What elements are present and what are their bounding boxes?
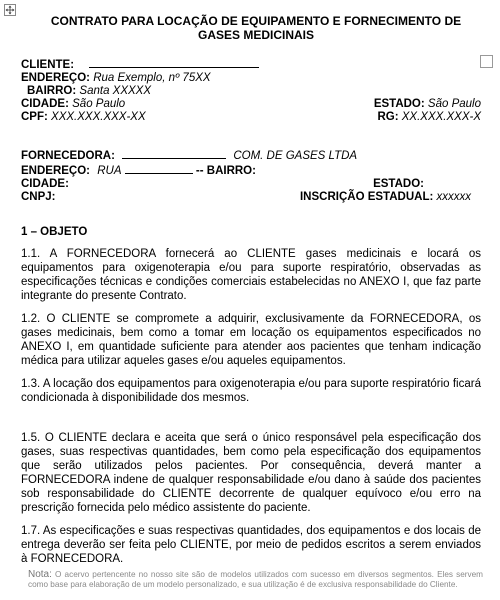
client-city-label: CIDADE: [21, 98, 69, 110]
supplier-city-row [21, 178, 481, 191]
client-city-value: São Paulo [72, 98, 126, 110]
paragraph-1-7: 1.7. As especificações e suas respectivas quantidades, dos equipamentos e dos locais de entrega deverão ser feita pelo CLIENTE, por meio de pedidos escritos a serem enviados à FORNECEDORA. [21, 525, 481, 565]
supplier-ie-value: xxxxxx [436, 191, 471, 203]
client-address-value: Rua Exemplo, nº 75XX [93, 72, 211, 84]
supplier-info-block [21, 148, 481, 204]
section-title-objeto: 1 – OBJETO [21, 226, 88, 238]
title-line-2: GASES MEDICINAIS [197, 28, 314, 42]
table-move-handle[interactable] [4, 4, 16, 16]
paragraph-1-5: 1.5. O CLIENTE declara e aceita que será o único responsável pela especificação dos gases, suas respectivas quantidades, bem como pela especificação dos equipamentos que serão utilizados pelos pacientes. Por consequência, deverá manter a FORNECEDORA indene de qualquer responsabilidade e/ou dano à saúde dos pacientes sob responsabilidade do CLIENTE decorrente de qualquer equívoco e/ou erro na prescrição fornecida pelo médico assistente do paciente. [21, 432, 481, 514]
supplier-id-row [21, 191, 481, 204]
client-rg-label: RG: [377, 111, 399, 123]
move-arrows-icon [5, 5, 15, 15]
supplier-address-blank-line [125, 163, 193, 174]
paragraph-1-2: 1.2. O CLIENTE se compromete a adquirir, exclusivamente da FORNECEDORA, os gases medicinais, bem como a tomar em locação os equipamentos especificados no ANEXO I, em quantidade suficiente para atender aos pacientes que tenham indicação médica para utilizar aqueles gases e/ou aqueles equipamentos. [21, 313, 481, 367]
client-address-label: ENDEREÇO: [21, 72, 91, 84]
supplier-cnpj-label: CNPJ: [21, 191, 56, 203]
client-rg-value: XX.XXX.XXX-X [401, 111, 481, 123]
supplier-label: FORNECEDORA: [21, 150, 115, 162]
supplier-row [21, 148, 481, 163]
disclaimer-note [28, 570, 483, 590]
resize-handle[interactable] [480, 55, 493, 68]
document-body [21, 14, 481, 575]
client-blank-line [89, 57, 259, 68]
client-address-row [21, 72, 481, 85]
client-city-row [21, 98, 481, 111]
supplier-address-value: RUA [97, 165, 122, 177]
supplier-state-label: ESTADO: [373, 178, 424, 190]
client-neighborhood-label: BAIRRO: [27, 85, 77, 97]
supplier-name-value: COM. DE GASES LTDA [233, 150, 358, 162]
client-id-row [21, 111, 481, 124]
supplier-blank-line [122, 148, 226, 159]
supplier-address-row [21, 163, 481, 178]
supplier-address-label: ENDEREÇO: [21, 165, 91, 177]
paragraph-1-3: 1.3. A locação dos equipamentos para oxigenoterapia e/ou para suporte respiratório ficará condicionada à disponibilidade dos mesmos. [21, 378, 481, 404]
client-neighborhood-row [21, 85, 481, 98]
client-row [21, 57, 481, 72]
paragraph-1-1: 1.1. A FORNECEDORA fornecerá ao CLIENTE gases medicinais e locará os equipamentos para oxigenoterapia e/ou para suporte respiratório, observadas as especificações técnicas e condições comerciais estabelecidas no ANEXO I, que faz parte integrante do presente Contrato. [21, 248, 481, 302]
supplier-neighborhood-label: -- BAIRRO: [195, 165, 256, 177]
client-label: CLIENTE: [21, 59, 75, 71]
client-neighborhood-value: Santa XXXXX [79, 85, 152, 97]
client-state-label: ESTADO: [373, 98, 425, 110]
title-line-1: CONTRATO PARA LOCAÇÃO DE EQUIPAMENTO E FORNECIMENTO DE [50, 14, 462, 28]
client-info-block [21, 57, 481, 124]
client-cpf-label: CPF: [21, 111, 48, 123]
supplier-city-label: CIDADE: [21, 178, 69, 190]
contract-title [21, 14, 481, 42]
note-text: O acervo pertencente no nosso site são de modelos utilizados com sucesso em diversos segmentos. Eles servem como base para elaboração de um modelo personalizado, e sua utilização é de exclusiva responsabilidade do Cliente. [28, 570, 483, 589]
note-label: Nota: [28, 569, 52, 580]
client-cpf-value: XXX.XXX.XXX-XX [51, 111, 146, 123]
client-state-value: São Paulo [427, 98, 481, 110]
supplier-ie-label: INSCRIÇÃO ESTADUAL: [299, 191, 434, 203]
